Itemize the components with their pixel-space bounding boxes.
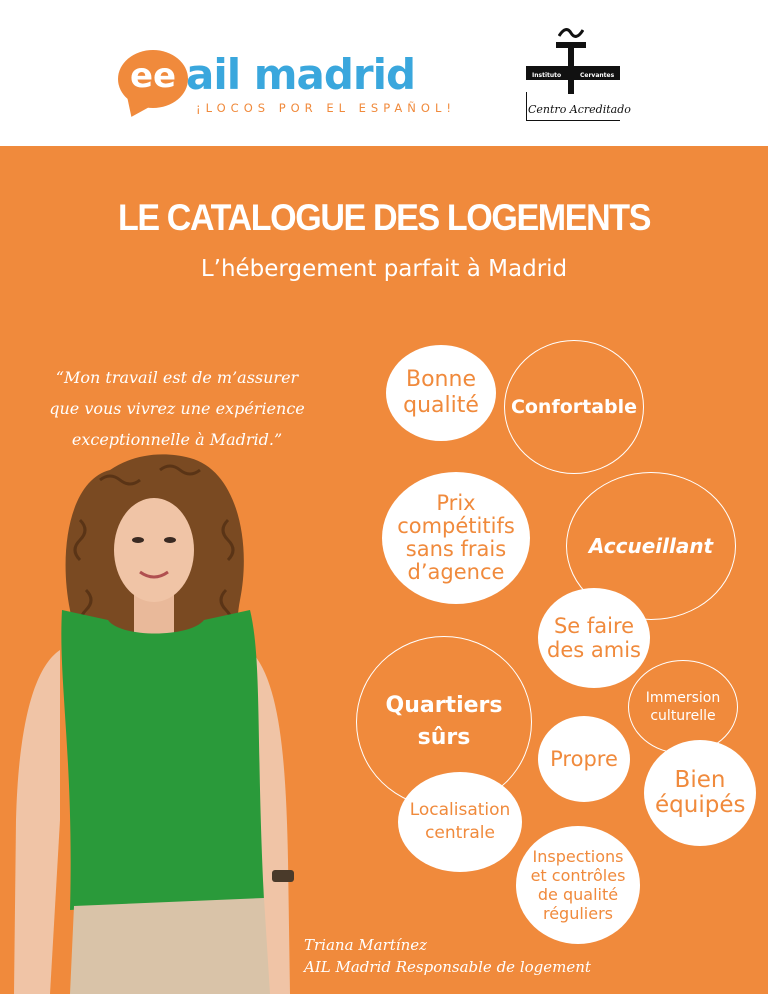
person-photo: [0, 440, 310, 994]
page-title: LE CATALOGUE DES LOGEMENTS: [117, 197, 651, 238]
accredited-label: Centro Acreditado: [528, 103, 631, 116]
cervantes-right-label: Cervantes: [580, 72, 615, 79]
instituto-cervantes-logo: [526, 28, 631, 123]
bubble-propre: Propre: [538, 716, 630, 802]
bubble-localisation: Localisation centrale: [398, 772, 522, 872]
bubble-confortable: Confortable: [504, 340, 644, 474]
bubble-amis: Se faire des amis: [538, 588, 650, 688]
cervantes-left-label: Instituto: [532, 72, 562, 79]
speech-bubble-icon: ee: [118, 50, 188, 108]
brand-tagline: ¡LOCOS POR EL ESPAÑOL!: [196, 101, 456, 115]
bubble-inspections: Inspections et contrôles de qualité réguliers: [516, 826, 640, 944]
testimonial-quote: “Mon travail est de m’assurer que vous vivrez une expérience exceptionnelle à Madrid.”: [49, 368, 305, 449]
bubble-immersion: Immersion culturelle: [628, 660, 738, 754]
bubble-bonne-qualite: Bonne qualité: [386, 345, 496, 441]
brand-name: ail madrid: [186, 50, 416, 99]
signature-name: Triana Martínez: [304, 936, 428, 954]
tilde-icon: [558, 28, 584, 38]
bubble-accueillant: Accueillant: [566, 472, 736, 620]
bubble-bien-equipes: Bien équipés: [644, 740, 756, 846]
signature-role: AIL Madrid Responsable de logement: [304, 958, 591, 976]
page-subtitle: L’hébergement parfait à Madrid: [200, 256, 568, 282]
signature: [304, 934, 591, 978]
bubble-quartiers: Quartiers sûrs: [356, 636, 532, 808]
bubble-prix: Prix compétitifs sans frais d’agence: [382, 472, 530, 604]
